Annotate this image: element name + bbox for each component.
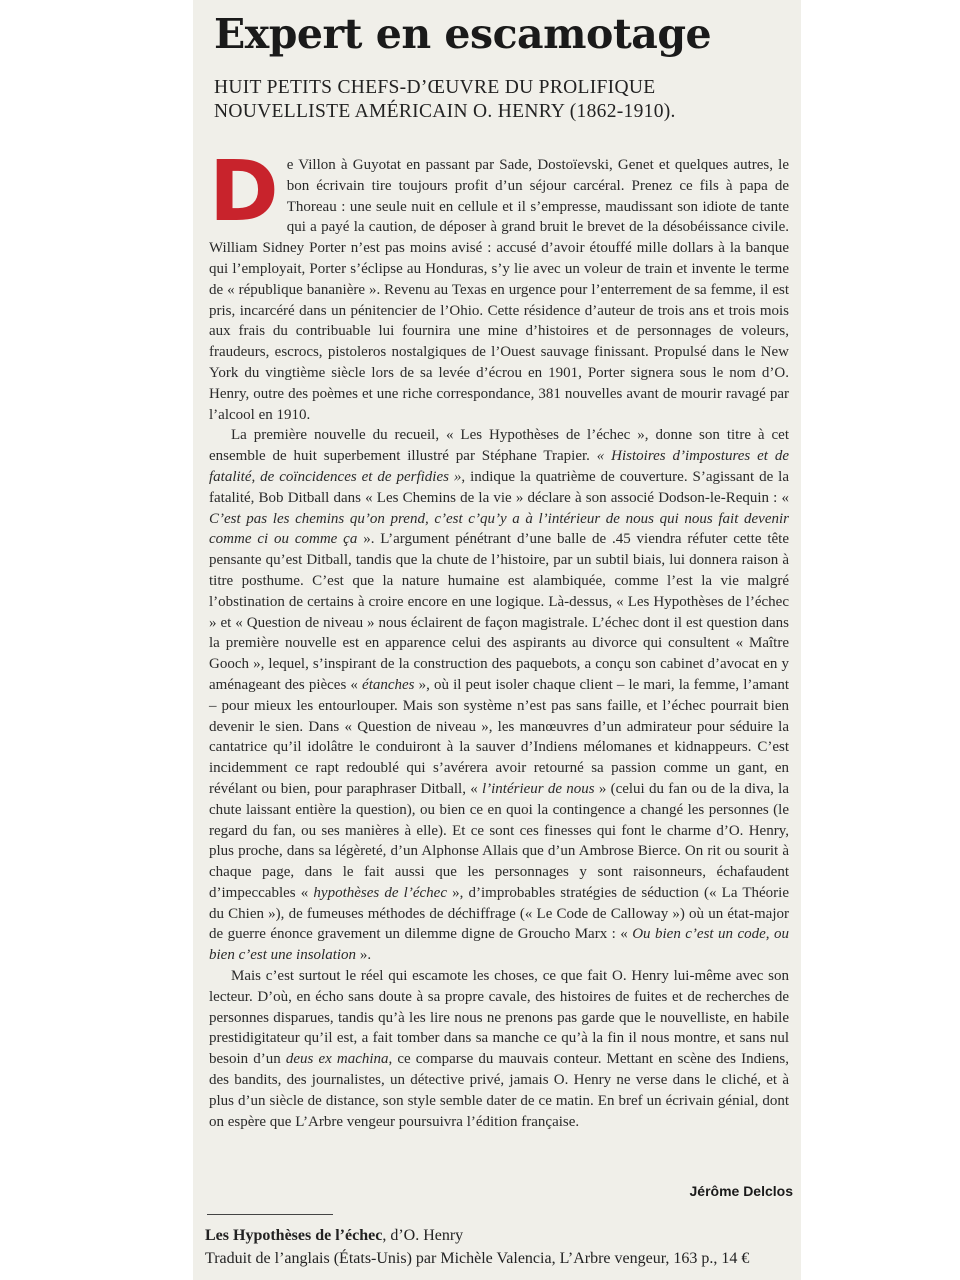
paragraph-text bbox=[209, 142, 789, 423]
paragraph-text bbox=[209, 968, 789, 1130]
text-run: , ce comparse du mauvais conteur. Mettant en scène des Indiens, des bandits, des journalistes, un détective privé, jamais O. Henry ne verse dans le cliché, et à plus d’un siècle de distance, son style semble dater de ce matin. En bref un écrivain génial, dont on espère que L’Arbre vengeur poursuivra l’édition française. bbox=[209, 1051, 789, 1130]
magazine-page bbox=[193, 0, 801, 1280]
article-title: Expert en escamotage bbox=[214, 10, 712, 58]
text-run: La première nouvelle du recueil, « Les Hypothèses de l’échec », donne son titre à cet ensemble de huit superbement illustré par Stéphane Trapier. bbox=[209, 427, 789, 465]
subtitle-line: HUIT PETITS CHEFS-D’ŒUVRE DU PROLIFIQUE bbox=[214, 77, 656, 98]
text-run: e Villon à Guyotat en passant par Sade, Dostoïevski, Genet et quelques autres, le bon écrivain tire toujours profit d’un séjour carcéral. Prenez ce fils à papa de Thoreau : une seule nuit en cellule et il s’empresse, maudissant son idiote de tante qui a payé la caution, de déposer à grand bruit le brevet de la désobéissance civile. William Sidney Porter n’est pas moins avisé : accusé d’avoir étouffé mille dollars à la banque qui l’employait, Porter s’éclipse au Honduras, s’y lie avec un voleur de train et invente le terme de « république bananière ». Revenu au Texas en urgence pour l’enterrement de sa femme, il est pris, incarcéré dans un pénitencier de l’Ohio. Cette résidence d’auteur de trois ans et trois mois aux frais du contribuable lui fournira une mine d’histoires et de personnages de voleurs, fraudeurs, escrocs, pistoleros nostalgiques de l’Ouest sauvage finissant. Propulsé dans le New York du vingtième siècle lors de sa levée d’écrou en 1901, Porter signera sous le nom d’O. Henry, outre des poèmes et une riche correspondance, 381 nouvelles avant de mourir ravagé par l’alcool en 1910. bbox=[209, 157, 789, 423]
paragraph-text bbox=[209, 427, 789, 963]
subtitle-line: NOUVELLISTE AMÉRICAIN O. HENRY (1862-1910). bbox=[214, 101, 676, 122]
text-run: ». bbox=[356, 947, 372, 964]
italic-run: Ou bien c’est un code, ou bien c’est une insolation bbox=[209, 926, 789, 964]
italic-run: hypothèses de l’échec bbox=[313, 884, 447, 901]
italic-run: « Histoires d’impostures et de fatalité, de coïncidences et de perfidies » bbox=[209, 448, 789, 485]
book-ref-line bbox=[205, 1224, 795, 1247]
author-signature: Jérôme Delclos bbox=[689, 1183, 793, 1199]
italic-run: deus ex machina bbox=[285, 1051, 389, 1068]
book-author: , d’O. Henry bbox=[382, 1227, 464, 1244]
text-run: », où il peut isoler chaque client – le mari, la femme, l’amant – pour mieux les entourlouper. Mais son système n’est pas sans faille, et l’échec pourrait bien devenir le sien. Dans « Question de niveau », les manœuvres d’un admirateur pour séduire la cantatrice qu’il idolâtre le conduiront à la sauver d’Indiens mélomanes et kidnappeurs. C’est incidemment ce rapt redoublé qui s’avérera avoir retourné sa passion comme un gant, en révélant ou bien, pour paraphraser Ditball, « bbox=[209, 676, 790, 797]
book-details: Traduit de l’anglais (États-Unis) par Michèle Valencia, L’Arbre vengeur, 163 p., 14 € bbox=[205, 1250, 750, 1267]
text-run: ». L’argument pénétrant d’une balle de .45 viendra réfuter cette tête pensante qu’est Ditball, tandis que la chute de l’histoire, par un subtil biais, lui donnera raison à titre posthume. C’est que la nature humaine est alambiquée, comme l’est la vie malgré l’obstination de certains à croire encore en une logique. Là-dessus, « Les Hypothèses de l’échec » et « Question de niveau » nous éclairent de façon magistrale. L’échec dont il est question dans la première nouvelle est en apparence celui des aspirants au divorce qui consultent « Maître Gooch », lequel, s’inspirant de la construction des paquebots, a conçu son cabinet d’avocat en y aménageant des pièces « bbox=[209, 531, 789, 693]
divider bbox=[207, 1214, 333, 1215]
italic-run: C’est pas les chemins qu’on prend, c’est c’qu’y a à l’intérieur de nous qui nous fait devenir comme ci ou comme ça bbox=[209, 510, 789, 548]
italic-run: l’intérieur de nous bbox=[481, 780, 595, 797]
book-title: Les Hypothèses de l’échec bbox=[205, 1227, 383, 1244]
text-run: , indique la quatrième de couverture. S’agissant de la fatalité, Bob Ditball dans « Les Chemins de la vie » déclare à son associé Dodson-le-Requin : « bbox=[209, 468, 789, 506]
book-reference bbox=[205, 1224, 795, 1270]
text-run: Mais c’est surtout le réel qui escamote les choses, ce que fait O. Henry lui-même avec son lecteur. D’où, en écho sans doute à sa propre cavale, des histoires de fuites et de recherches de personnes disparues, tandis qu’à les lire nous ne prenons pas garde que le nouvelliste, en habile prestidigitateur qu’il est, a fait tomber dans sa manche ce qu’à la fin il nous montre, et sans nul besoin d’un bbox=[209, 968, 789, 1068]
paragraph-1 bbox=[209, 142, 789, 425]
italic-run: étanches bbox=[362, 676, 415, 693]
paragraph-3 bbox=[209, 966, 789, 1132]
article-subtitle bbox=[214, 76, 794, 124]
paragraph-2 bbox=[209, 425, 789, 966]
text-run: », d’improbables stratégies de séduction (« La Théorie du Chien »), de fumeuses méthodes de déchiffrage (« Le Code de Calloway ») où un état-major de guerre énonce gravement un dilemme digne de Groucho Marx : « bbox=[209, 884, 790, 943]
article-body bbox=[209, 142, 790, 1132]
text-run: » (celui du fan ou de la diva, la chute laissant entière la question), ou bien ce en quoi la contingence a changé les personnes (le regard du fan, ou ses manières à elle). Et ce sont ces finesses qui font le charme d’O. Henry, plus proche, dans sa légèreté, d’un Alphonse Allais que d’un Ambrose Bierce. On rit ou sourit à chaque page, dans le fait aussi que les personnages y sont raisonneurs, échafaudent d’impeccables « bbox=[209, 780, 789, 901]
drop-cap: D bbox=[209, 142, 279, 240]
